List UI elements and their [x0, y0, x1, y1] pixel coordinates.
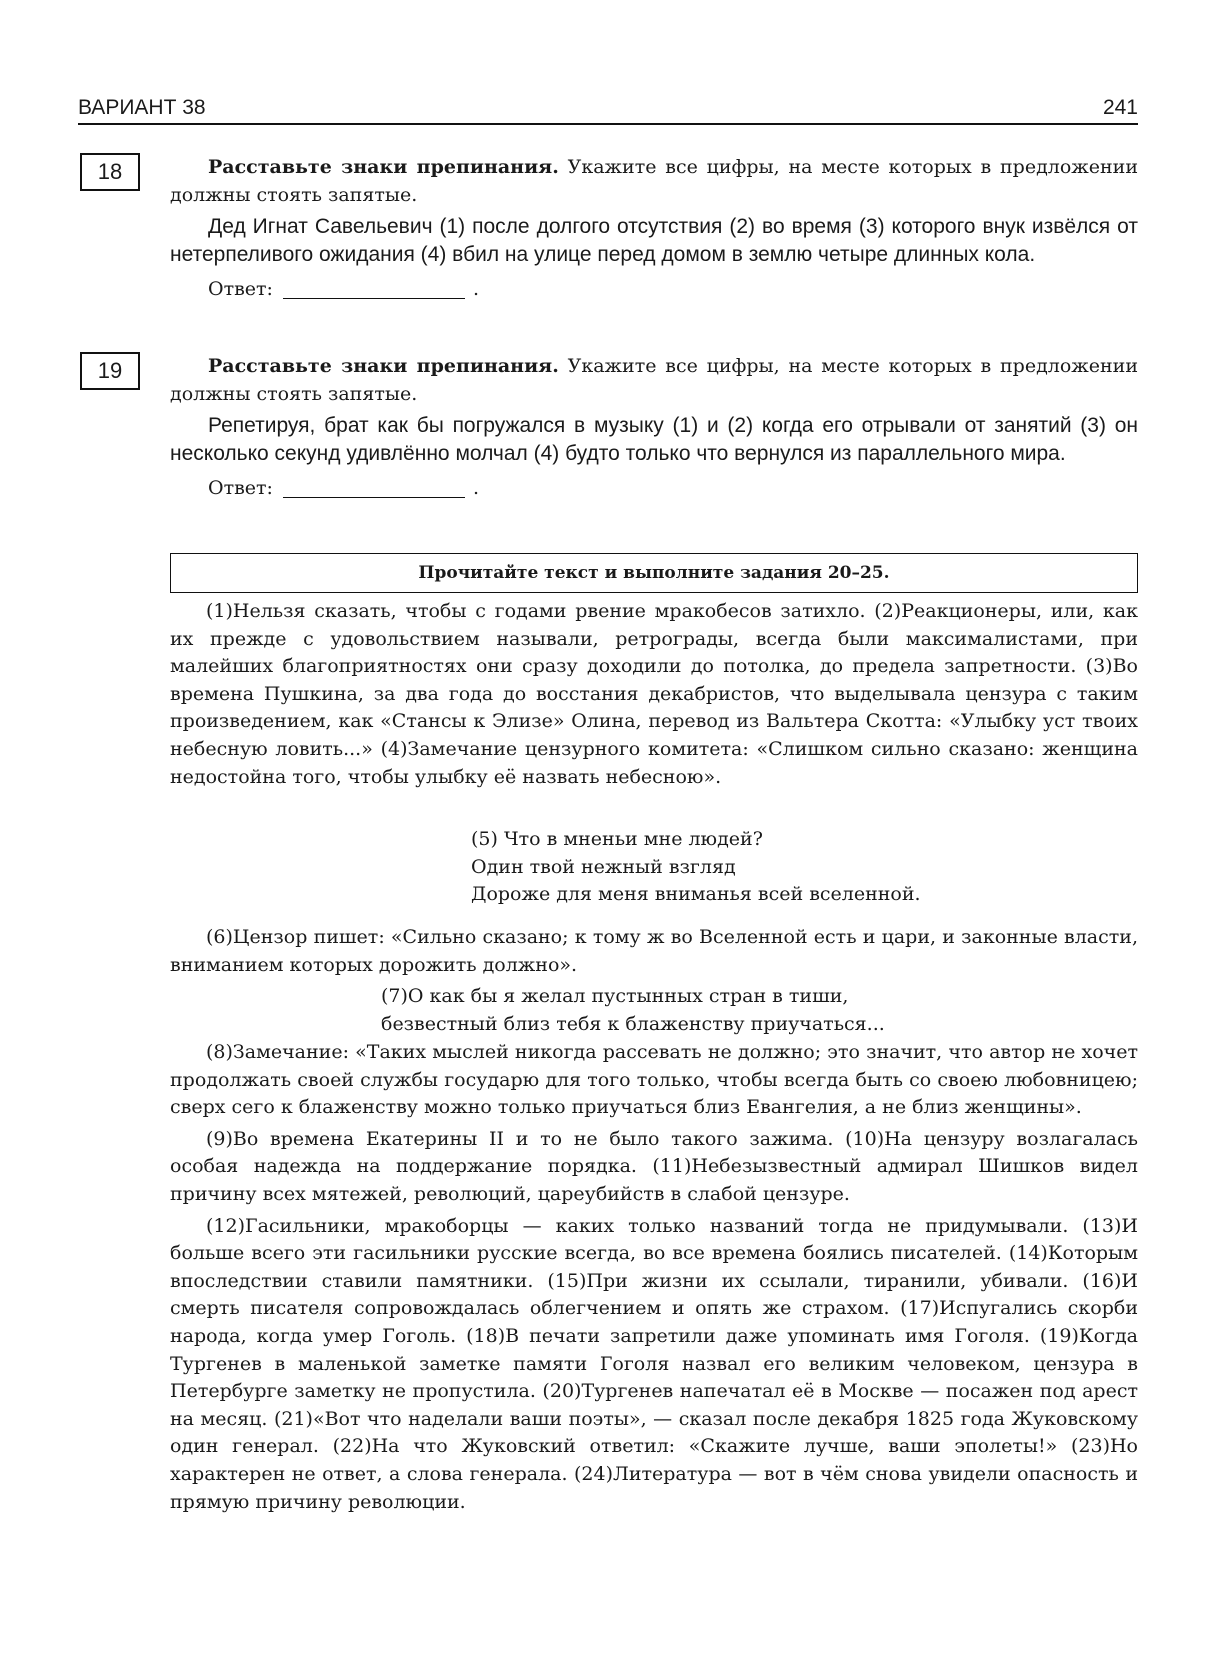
- header-rule: [78, 123, 1138, 125]
- answer-label: Ответ:: [208, 477, 273, 499]
- poem-line: Дороже для меня вниманья всей вселенной.: [471, 883, 921, 906]
- paragraph-8: (8)Замечание: «Таких мыслей никогда рассевать не должно; это значит, что автор не хочет продолжать своей службы государю для того только, чтобы всегда быть со своею любовницею; сверх сего к блаженству можно только приучаться близ Евангелия, а не близ женщины».: [170, 1041, 1138, 1119]
- reading-text-block-2: [170, 924, 1138, 979]
- paragraph-6: (6)Цензор пишет: «Сильно сказано; к тому ж во Вселенной есть и цари, и законные власти, вниманием которых дорожить должно».: [170, 926, 1138, 976]
- page-number: 241: [1102, 96, 1138, 119]
- task-sentence: Репетируя, брат как бы погружался в музыку (1) и (2) когда его отрывали от занятий (3) он несколько секунд удивлённо молчал (4) будто только что вернулся из параллельного мира.: [170, 414, 1138, 465]
- task-instruction: [170, 352, 1138, 408]
- task-sentence: Дед Игнат Савельевич (1) после долгого отсутствия (2) во время (3) которого внук извёлся от нетерпеливого ожидания (4) вбил на улице перед домом в землю четыре длинных кола.: [170, 215, 1138, 266]
- page-header: [78, 86, 1138, 120]
- poem-line: безвестный близ тебя к блаженству приучаться...: [381, 1012, 885, 1035]
- paragraph-1: (1)Нельзя сказать, чтобы с годами рвение мракобесов затихло. (2)Реакционеры, или, как их прежде с удовольствием называли, ретрограды, всегда были максималистами, при малейших благоприятностях они сразу доходили до потолка, до предела запретности. (3)Во времена Пушкина, за два года до восстания декабристов, что выделывала цензура с таким произведением, как «Стансы к Элизе» Олина, перевод из Вальтера Скотта: «Улыбку уст твоих небесную ловить...» (4)Замечание цензурного комитета: «Слишком сильно сказано: женщина недостойна того, чтобы улыбку её назвать небесною».: [170, 600, 1138, 788]
- reading-text-block-1: [170, 598, 1138, 791]
- task-number-box: 19: [80, 352, 140, 390]
- poem-2: [381, 983, 885, 1038]
- task-instruction: [170, 153, 1138, 209]
- task-body: [170, 352, 1138, 502]
- reading-instruction-box: Прочитайте текст и выполните задания 20–25.: [170, 553, 1138, 593]
- paragraph-9: (9)Во времена Екатерины II и то не было такого зажима. (10)На цензуру возлагалась особая надежда на поддержание порядка. (11)Небезызвестный адмирал Шишков видел причину всех мятежей, революций, цареубийств в слабой цензуре.: [170, 1127, 1138, 1205]
- answer-input-line[interactable]: [283, 479, 465, 498]
- instruction-bold: Расставьте знаки препинания.: [208, 355, 559, 377]
- task-body: [170, 153, 1138, 303]
- poem-1: [471, 826, 921, 909]
- instruction-bold: Расставьте знаки препинания.: [208, 156, 559, 178]
- answer-input-line[interactable]: [283, 280, 465, 299]
- poem-line: (7)О как бы я желал пустынных стран в тиши,: [381, 985, 849, 1007]
- answer-dot: .: [472, 278, 479, 300]
- poem-line: Один твой нежный взгляд: [471, 855, 736, 878]
- answer-dot: .: [472, 477, 479, 499]
- task-number-box: 18: [80, 153, 140, 191]
- paragraph-12: (12)Гасильники, мракоборцы — каких только названий тогда не придумывали. (13)И больше всего эти гасильники русские всегда, во все времена боялись писателей. (14)Которым впоследствии ставили памятники. (15)При жизни их ссылали, тиранили, убивали. (16)И смерть писателя сопровождалась облегчением и опять же страхом. (17)Испугались скорби народа, когда умер Гоголь. (18)В печати запретили даже упоминать имя Гоголя. (19)Когда Тургенев в маленькой заметке памяти Гоголя назвал его великим человеком, цензура в Петербурге заметку не пропустила. (20)Тургенев напечатал её в Москве — посажен под арест на месяц. (21)«Вот что наделали ваши поэты», — сказал после декабря 1825 года Жуковскому один генерал. (22)На что Жуковский ответил: «Скажите лучше, ваши эполеты!» (23)Но характерен не ответ, а слова генерала. (24)Литература — вот в чём снова увидели опасность и прямую причину революции.: [170, 1214, 1138, 1513]
- instruction-text: Укажите все цифры, на месте которых в предложении должны стоять запятые.: [170, 156, 1139, 206]
- answer-label: Ответ:: [208, 278, 273, 300]
- reading-text-block-3: [170, 1039, 1138, 1516]
- variant-title: ВАРИАНТ 38: [78, 96, 206, 119]
- poem-line: (5) Что в мненьи мне людей?: [471, 828, 763, 850]
- instruction-text: Укажите все цифры, на месте которых в предложении должны стоять запятые.: [170, 355, 1139, 405]
- answer-row: [208, 275, 1138, 303]
- answer-row: [208, 474, 1138, 502]
